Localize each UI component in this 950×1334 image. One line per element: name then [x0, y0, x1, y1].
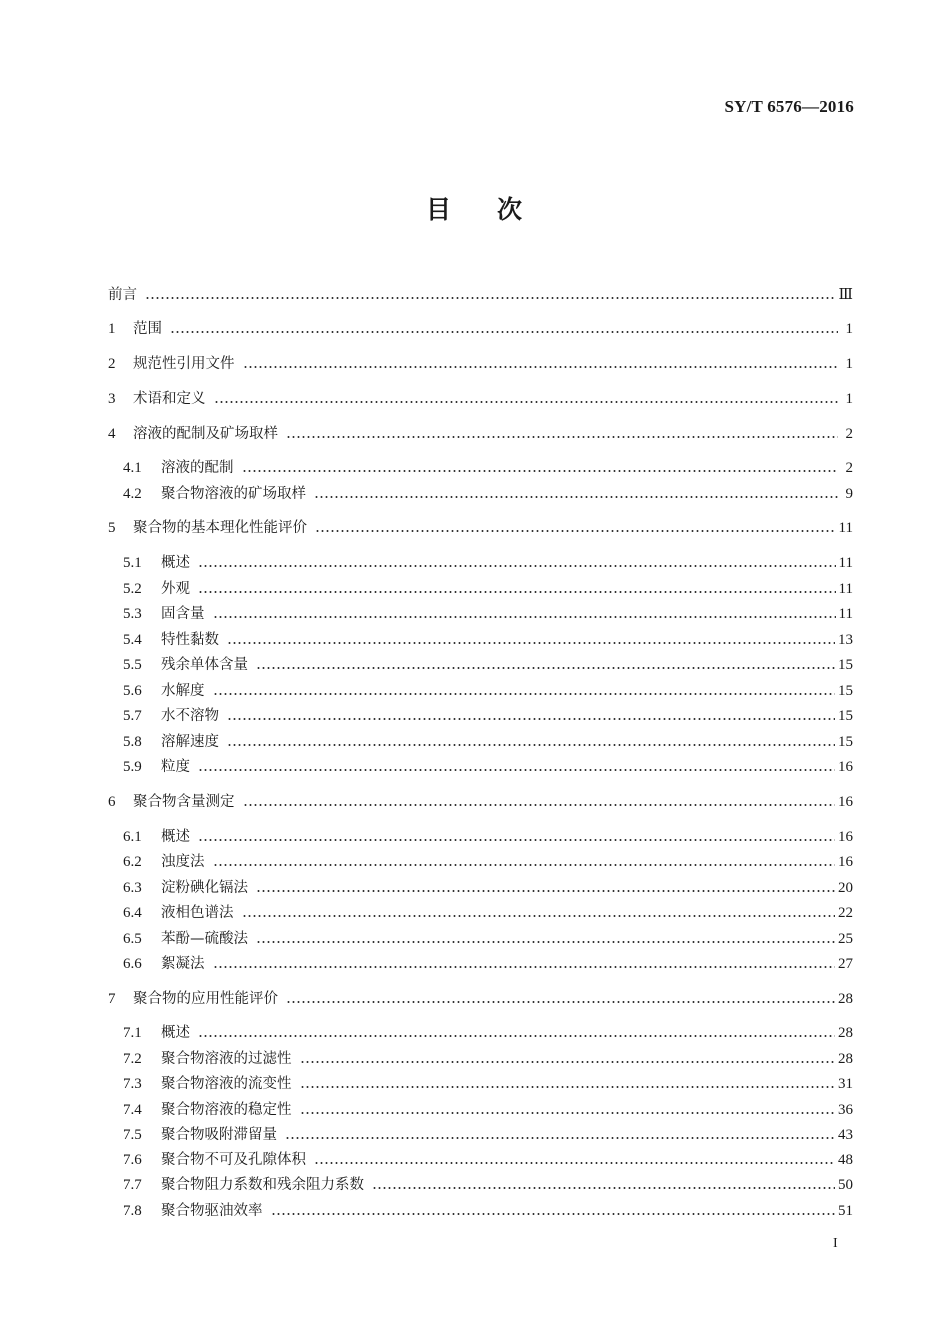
dot-leader: [198, 565, 836, 567]
toc-entry-label: 溶液的配制: [161, 460, 234, 476]
toc-entry[interactable]: [108, 826, 853, 848]
toc-entry-page: 16: [838, 794, 853, 810]
toc-entry-number: 6: [108, 794, 116, 810]
toc-entry-label: 水解度: [161, 683, 205, 699]
toc-entry-number: 7.3: [123, 1076, 142, 1092]
toc-entry-label: 粒度: [161, 759, 190, 775]
dot-leader: [227, 718, 835, 720]
toc-entry-number: 6.2: [123, 854, 142, 870]
dot-leader: [213, 616, 836, 618]
dot-leader: [214, 401, 839, 403]
toc-entry-page: 36: [838, 1102, 853, 1118]
toc-entry[interactable]: [108, 731, 853, 753]
dot-leader: [198, 839, 835, 841]
dot-leader: [213, 864, 836, 866]
toc-entry[interactable]: [108, 353, 853, 375]
toc-entry-label: 聚合物的基本理化性能评价: [133, 520, 307, 536]
dot-leader: [314, 496, 838, 498]
toc-entry-label: 絮凝法: [161, 956, 205, 972]
toc-entry-label: 液相色谱法: [161, 905, 234, 921]
dot-leader: [271, 1213, 836, 1215]
toc-entry-number: 5.2: [123, 581, 142, 597]
toc-entry-page: 43: [838, 1127, 853, 1143]
dot-leader: [372, 1187, 835, 1189]
toc-entry-label: 溶解速度: [161, 734, 219, 750]
toc-entry[interactable]: [108, 483, 853, 505]
toc-entry-number: 2: [108, 356, 116, 372]
toc-entry-label: 聚合物吸附滞留量: [161, 1127, 277, 1143]
toc-entry-page: 11: [838, 606, 853, 622]
toc-entry-number: 5.7: [123, 708, 142, 724]
toc-entry-label: 聚合物溶液的矿场取样: [161, 486, 306, 502]
dot-leader: [213, 693, 836, 695]
dot-leader: [285, 1137, 835, 1139]
toc-entry-number: 4: [108, 426, 116, 442]
toc-entry-page: 16: [838, 854, 853, 870]
dot-leader: [170, 331, 838, 333]
title-char-2: 次: [497, 195, 525, 224]
toc-entry-number: 5.3: [123, 606, 142, 622]
toc-entry-label: 聚合物溶液的稳定性: [161, 1102, 292, 1118]
toc-entry-label: 聚合物溶液的流变性: [161, 1076, 292, 1092]
toc-entry[interactable]: [108, 318, 853, 340]
toc-entry[interactable]: [108, 517, 853, 539]
toc-entry[interactable]: [108, 552, 853, 574]
toc-entry[interactable]: [108, 654, 853, 676]
dot-leader: [198, 769, 835, 771]
toc-entry[interactable]: [108, 902, 853, 924]
toc-entry-label: 范围: [133, 321, 162, 337]
toc-entry-label: 水不溶物: [161, 708, 219, 724]
toc-entry-label: 概述: [161, 555, 190, 571]
toc-entry-page: 16: [838, 829, 853, 845]
toc-entry-page: 11: [838, 520, 853, 536]
toc-entry[interactable]: [108, 1174, 853, 1196]
toc-entry-page: 22: [838, 905, 853, 921]
toc-entry-number: 4.1: [123, 460, 142, 476]
toc-entry-page: 15: [838, 657, 853, 673]
dot-leader: [198, 591, 836, 593]
toc-entry-label: 溶液的配制及矿场取样: [133, 426, 278, 442]
dot-leader: [314, 1162, 835, 1164]
dot-leader: [286, 436, 838, 438]
toc-entry[interactable]: [108, 1124, 853, 1146]
toc-entry-label: 前言: [108, 287, 137, 303]
toc-entry-page: 11: [838, 555, 853, 571]
toc-entry-number: 1: [108, 321, 116, 337]
toc-entry-number: 6.4: [123, 905, 142, 921]
toc-entry[interactable]: [108, 1073, 853, 1095]
toc-entry-page: 13: [838, 632, 853, 648]
toc-entry[interactable]: [108, 603, 853, 625]
toc-entry[interactable]: [108, 928, 853, 950]
toc-entry-number: 7.4: [123, 1102, 142, 1118]
toc-entry-page: 50: [838, 1177, 853, 1193]
dot-leader: [243, 366, 839, 368]
toc-entry-number: 6.3: [123, 880, 142, 896]
dot-leader: [300, 1112, 836, 1114]
dot-leader: [256, 890, 835, 892]
toc-entry-label: 聚合物含量测定: [133, 794, 235, 810]
dot-leader: [198, 1035, 835, 1037]
toc-entry-label: 概述: [161, 1025, 190, 1041]
dot-leader: [286, 1001, 835, 1003]
toc-entry[interactable]: [108, 988, 853, 1010]
toc-entry-number: 7.1: [123, 1025, 142, 1041]
toc-entry-number: 5: [108, 520, 116, 536]
toc-entry-page: 9: [845, 486, 853, 502]
toc-entry[interactable]: [108, 1022, 853, 1044]
toc-entry-label: 聚合物驱油效率: [161, 1203, 263, 1219]
toc-entry-page: 1: [845, 321, 853, 337]
toc-entry-number: 3: [108, 391, 116, 407]
toc-entry-number: 7.7: [123, 1177, 142, 1193]
title-char-1: 目: [425, 195, 453, 224]
toc-entry[interactable]: [108, 851, 853, 873]
toc-entry[interactable]: [108, 1048, 853, 1070]
toc-entry[interactable]: [108, 877, 853, 899]
toc-entry-number: 6.5: [123, 931, 142, 947]
dot-leader: [227, 642, 835, 644]
dot-leader: [227, 744, 835, 746]
toc-entry-page: 15: [838, 708, 853, 724]
toc-entry-page: Ⅲ: [838, 287, 853, 303]
toc-entry-number: 7.2: [123, 1051, 142, 1067]
dot-leader: [300, 1086, 836, 1088]
toc-entry-page: 31: [838, 1076, 853, 1092]
page-title: [0, 190, 950, 226]
toc-entry-number: 7.5: [123, 1127, 142, 1143]
dot-leader: [242, 915, 836, 917]
toc-entry[interactable]: [108, 705, 853, 727]
toc-entry[interactable]: [108, 756, 853, 778]
toc-entry-label: 聚合物溶液的过滤性: [161, 1051, 292, 1067]
toc-entry-page: 1: [845, 356, 853, 372]
toc-entry-label: 外观: [161, 581, 190, 597]
toc-entry-label: 聚合物不可及孔隙体积: [161, 1152, 306, 1168]
toc-entry-page: 16: [838, 759, 853, 775]
toc-entry-number: 5.6: [123, 683, 142, 699]
toc-entry-page: 2: [845, 460, 853, 476]
toc-entry-label: 规范性引用文件: [133, 356, 235, 372]
dot-leader: [256, 667, 835, 669]
toc-entry[interactable]: [108, 388, 853, 410]
toc-entry-number: 5.5: [123, 657, 142, 673]
toc-entry-label: 特性黏数: [161, 632, 219, 648]
toc-entry[interactable]: [108, 1200, 853, 1222]
toc-entry-label: 术语和定义: [133, 391, 206, 407]
toc-entry-number: 5.1: [123, 555, 142, 571]
toc-entry[interactable]: [108, 791, 853, 813]
toc-entry[interactable]: [108, 457, 853, 479]
toc-entry[interactable]: [108, 680, 853, 702]
toc-entry-number: 6.1: [123, 829, 142, 845]
dot-leader: [145, 297, 836, 299]
standard-code: SY/T 6576—2016: [724, 97, 854, 116]
toc-entry-page: 1: [845, 391, 853, 407]
toc-entry-label: 残余单体含量: [161, 657, 248, 673]
toc-entry-page: 28: [838, 991, 853, 1007]
toc-entry-number: 7: [108, 991, 116, 1007]
toc-entry-page: 25: [838, 931, 853, 947]
toc-entry-label: 淀粉碘化镉法: [161, 880, 248, 896]
dot-leader: [315, 530, 836, 532]
toc-entry-page: 15: [838, 683, 853, 699]
toc-entry[interactable]: [108, 284, 853, 306]
toc-entry-label: 聚合物的应用性能评价: [133, 991, 278, 1007]
toc-entry[interactable]: [108, 423, 853, 445]
toc-entry-page: 15: [838, 734, 853, 750]
toc-entry-number: 5.9: [123, 759, 142, 775]
toc-entry-number: 7.6: [123, 1152, 142, 1168]
toc-entry-label: 浊度法: [161, 854, 205, 870]
toc-entry-page: 28: [838, 1025, 853, 1041]
toc-entry[interactable]: [108, 953, 853, 975]
dot-leader: [242, 470, 839, 472]
dot-leader: [256, 941, 835, 943]
page-number: I: [833, 1236, 838, 1251]
toc-entry-number: 5.4: [123, 632, 142, 648]
toc-entry-page: 11: [838, 581, 853, 597]
toc-entry-number: 5.8: [123, 734, 142, 750]
toc-entry-page: 27: [838, 956, 853, 972]
toc-entry-page: 20: [838, 880, 853, 896]
toc-entry-page: 2: [845, 426, 853, 442]
toc-entry-page: 51: [838, 1203, 853, 1219]
toc-entry[interactable]: [108, 1149, 853, 1171]
dot-leader: [243, 804, 836, 806]
toc-entry[interactable]: [108, 629, 853, 651]
toc-entry[interactable]: [108, 578, 853, 600]
dot-leader: [213, 966, 836, 968]
dot-leader: [300, 1061, 836, 1063]
toc-entry-label: 聚合物阻力系数和残余阻力系数: [161, 1177, 364, 1193]
toc-entry-number: 7.8: [123, 1203, 142, 1219]
toc-entry-label: 苯酚—硫酸法: [161, 931, 248, 947]
toc-entry[interactable]: [108, 1099, 853, 1121]
toc-entry-page: 28: [838, 1051, 853, 1067]
toc-entry-number: 4.2: [123, 486, 142, 502]
toc-entry-label: 概述: [161, 829, 190, 845]
toc-entry-label: 固含量: [161, 606, 205, 622]
toc-entry-page: 48: [838, 1152, 853, 1168]
toc-entry-number: 6.6: [123, 956, 142, 972]
